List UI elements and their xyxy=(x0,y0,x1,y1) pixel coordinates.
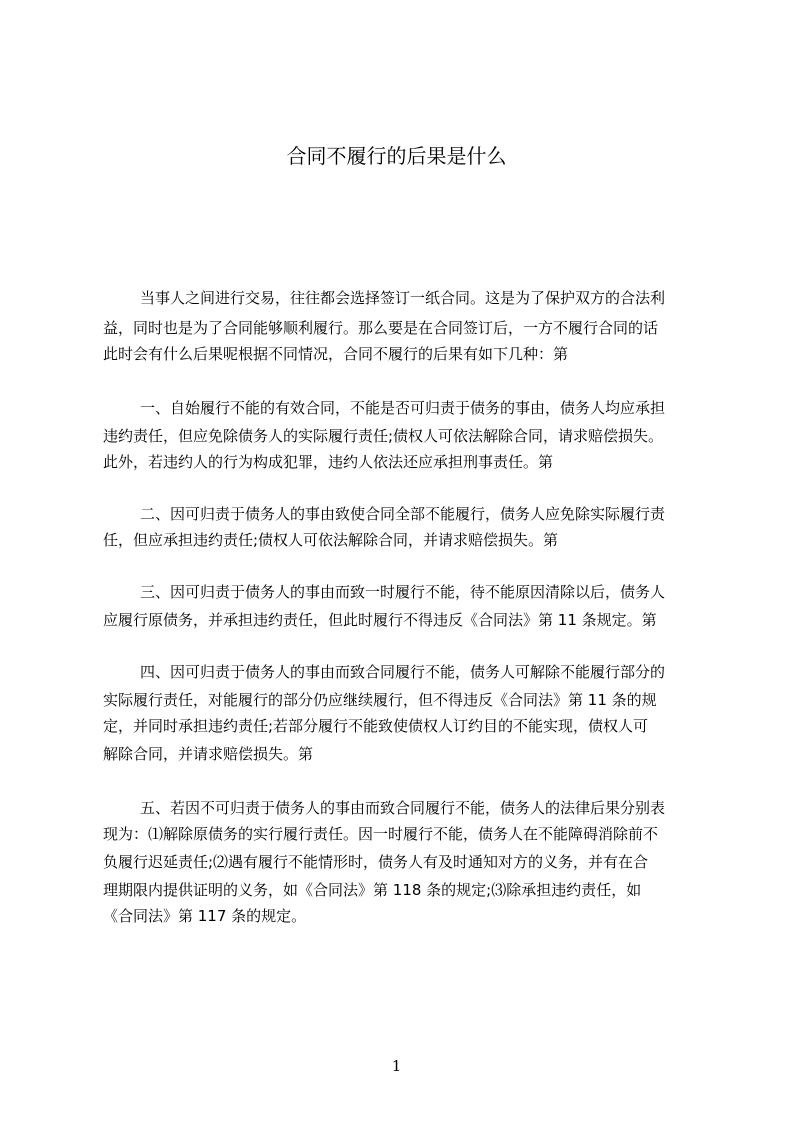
paragraph-line: 五、若因不可归责于债务人的事由而致合同履行不能，债务人的法律后果分别表 xyxy=(140,799,666,817)
paragraph-line: 现为：⑴解除原债务的实行履行责任。因一时履行不能，债务人在不能障碍消除前不 xyxy=(103,825,659,843)
paragraph-line: 实际履行责任，对能履行的部分仍应继续履行，但不得违反《合同法》第 11 条的规 xyxy=(103,691,657,709)
paragraph-line: 四、因可归责于债务人的事由而致合同履行不能，债务人可解除不能履行部分的 xyxy=(140,663,666,681)
paragraph-line: 应履行原债务，并承担违约责任，但此时履行不得违反《合同法》第 11 条规定。第 xyxy=(103,611,657,629)
paragraph-line: 定，并同时承担违约责任;若部分履行不能致使债权人订约目的不能实现，债权人可 xyxy=(103,717,649,735)
paragraph-line: 一、自始履行不能的有效合同，不能是否可归责于债务的事由，债务人均应承担 xyxy=(140,399,666,417)
paragraph-line: 负履行迟延责任;⑵遇有履行不能情形时，债务人有及时通知对方的义务，并有在合 xyxy=(103,853,649,871)
paragraph-line: 理期限内提供证明的义务，如《合同法》第 118 条的规定;⑶除承担违约责任，如 xyxy=(103,881,642,899)
paragraph-line: 解除合同，并请求赔偿损失。第 xyxy=(103,745,314,763)
page-number: 1 xyxy=(391,1057,402,1075)
paragraph-line: 三、因可归责于债务人的事由而致一时履行不能，待不能原因清除以后，债务人 xyxy=(140,583,666,601)
paragraph-line: 《合同法》第 117 条的规定。 xyxy=(103,907,307,925)
paragraph-line: 二、因可归责于债务人的事由致使合同全部不能履行，债务人应免除实际履行责 xyxy=(140,505,666,523)
paragraph-line: 此外，若违约人的行为构成犯罪，违约人依法还应承担刑事责任。第 xyxy=(103,453,554,471)
document-title: 合同不履行的后果是什么 xyxy=(286,144,507,168)
paragraph-line: 益，同时也是为了合同能够顺利履行。那么要是在合同签订后，一方不履行合同的话 xyxy=(103,319,659,337)
paragraph-line: 当事人之间进行交易，往往都会选择签订一纸合同。这是为了保护双方的合法利 xyxy=(140,289,666,307)
paragraph-line: 任，但应承担违约责任;债权人可依法解除合同，并请求赔偿损失。第 xyxy=(103,531,559,549)
paragraph-line: 此时会有什么后果呢根据不同情况，合同不履行的后果有如下几种：第 xyxy=(103,345,569,363)
paragraph-line: 违约责任，但应免除债务人的实际履行责任;债权人可依法解除合同，请求赔偿损失。 xyxy=(103,427,664,445)
